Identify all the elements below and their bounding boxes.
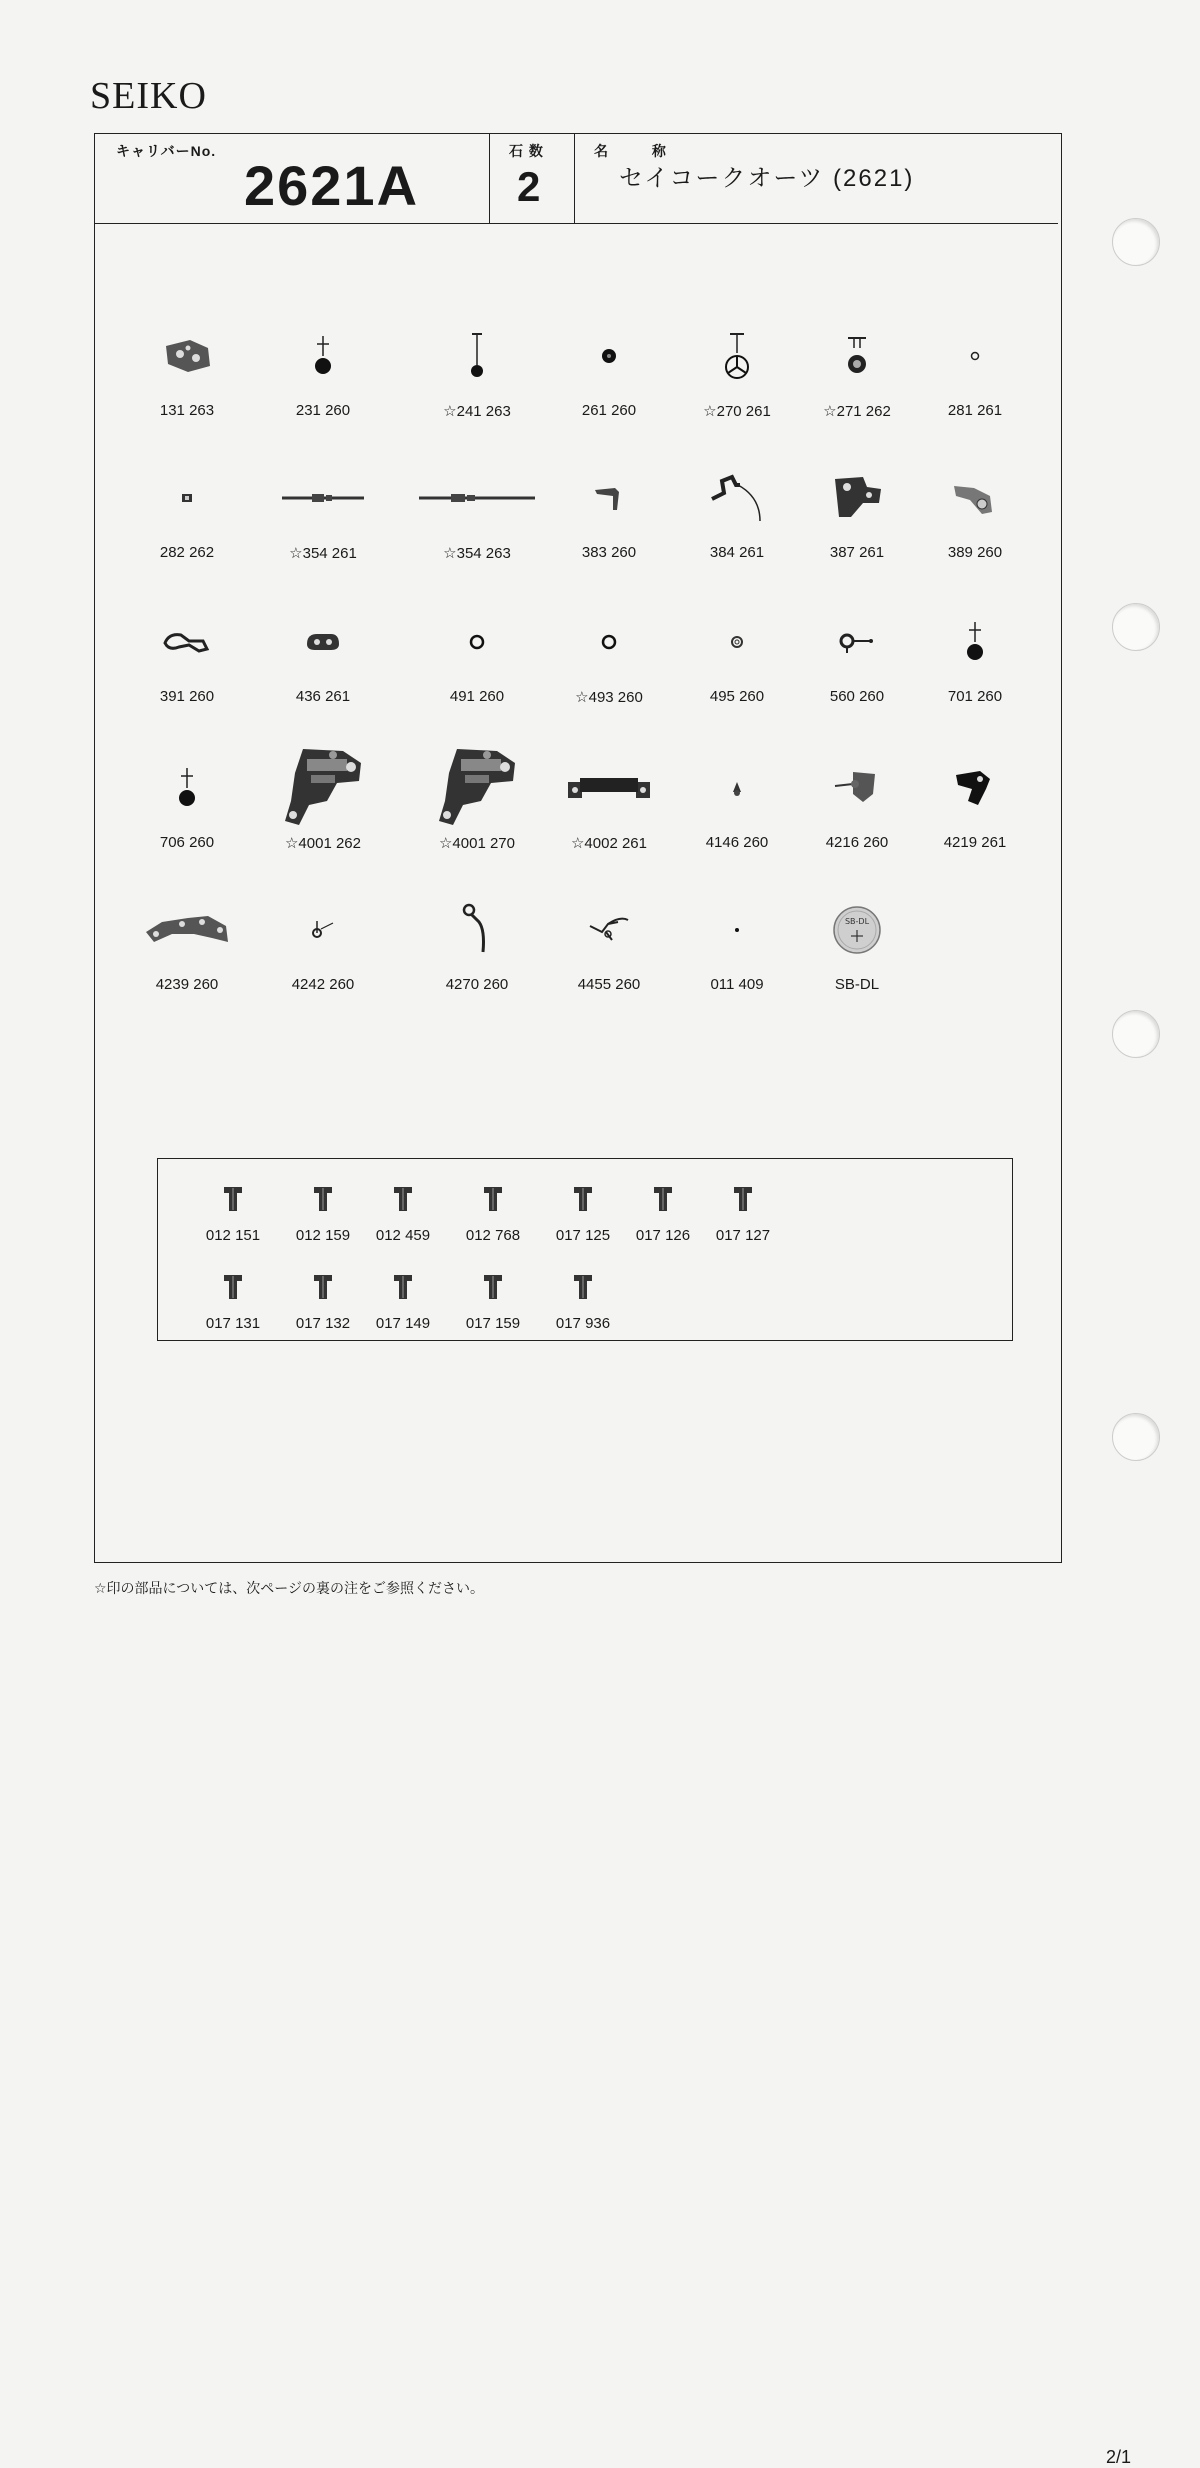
key-lever-icon xyxy=(792,604,922,679)
spring-wire-icon xyxy=(672,460,802,535)
screw-icon xyxy=(188,1179,278,1219)
part-item xyxy=(544,892,674,1002)
part-item xyxy=(910,604,1040,714)
part-item xyxy=(258,750,388,860)
part-item xyxy=(258,318,388,428)
caliber-number: 2621A xyxy=(244,154,420,217)
screw-item xyxy=(358,1179,448,1249)
part-number: 281 261 xyxy=(947,402,1003,419)
wheel-pinion-icon xyxy=(258,318,388,393)
small-bridge-icon xyxy=(258,604,388,679)
part-number: 491 260 xyxy=(449,688,505,705)
part-number: 231 260 xyxy=(295,402,351,419)
part-number: 282 262 xyxy=(159,544,215,561)
screw-number: 017 936 xyxy=(555,1315,611,1332)
part-item xyxy=(792,892,922,1002)
part-number: 4146 260 xyxy=(705,834,769,851)
part-item xyxy=(792,604,922,714)
part-item xyxy=(412,604,542,714)
part-item xyxy=(672,604,802,714)
part-number: ☆4001 262 xyxy=(284,835,361,852)
stones-count: 2 xyxy=(517,163,541,210)
part-number: ☆4001 270 xyxy=(438,835,515,852)
part-number: 384 261 xyxy=(709,544,765,561)
circuit-block-icon xyxy=(258,750,388,825)
part-number: ☆354 263 xyxy=(443,545,511,562)
screw-number: 017 125 xyxy=(555,1227,611,1244)
part-item xyxy=(544,604,674,714)
part-number: 4270 260 xyxy=(445,976,509,993)
part-number: 261 260 xyxy=(581,402,637,419)
brand-logo: SEIKO xyxy=(90,75,207,117)
plate-icon xyxy=(122,318,252,393)
screw-icon xyxy=(698,1179,788,1219)
washer-icon xyxy=(672,604,802,679)
part-number: 4216 260 xyxy=(825,834,889,851)
part-number: ☆493 260 xyxy=(575,689,643,706)
stones-cell xyxy=(489,133,575,223)
screw-number: 017 132 xyxy=(295,1315,351,1332)
part-number: 4455 260 xyxy=(577,976,641,993)
battery-icon xyxy=(792,892,922,967)
tiny-gear-icon xyxy=(122,460,252,535)
screw-icon xyxy=(358,1267,448,1307)
part-item xyxy=(792,750,922,860)
screw-item xyxy=(538,1179,628,1249)
part-number: 560 260 xyxy=(829,688,885,705)
part-item xyxy=(412,750,542,860)
part-item xyxy=(412,318,542,428)
screw-icon xyxy=(278,1267,368,1307)
header-table xyxy=(94,133,1058,224)
part-item xyxy=(672,460,802,570)
part-number: 4219 261 xyxy=(943,834,1007,851)
part-item xyxy=(910,750,1040,860)
part-item xyxy=(544,460,674,570)
part-number: 495 260 xyxy=(709,688,765,705)
spoke-wheel-icon xyxy=(672,318,802,393)
screw-icon xyxy=(188,1267,278,1307)
screw-item xyxy=(188,1267,278,1337)
bracket-icon xyxy=(910,750,1040,825)
part-number: SB-DL xyxy=(834,976,880,993)
part-number: 387 261 xyxy=(829,544,885,561)
wheel-tall-icon xyxy=(412,318,542,393)
part-item xyxy=(544,318,674,428)
screw-item xyxy=(278,1179,368,1249)
screw-number: 012 159 xyxy=(295,1227,351,1244)
small-ring-icon xyxy=(910,318,1040,393)
screw-icon xyxy=(618,1179,708,1219)
screw-item xyxy=(448,1267,538,1337)
part-number: 389 260 xyxy=(947,544,1003,561)
screw-item xyxy=(278,1267,368,1337)
screw-item xyxy=(358,1267,448,1337)
screw-number: 017 127 xyxy=(715,1227,771,1244)
screw-number: 012 459 xyxy=(375,1227,431,1244)
wheel-pinion-icon xyxy=(910,604,1040,679)
screw-number: 017 149 xyxy=(375,1315,431,1332)
screw-icon xyxy=(538,1179,628,1219)
part-number: 383 260 xyxy=(581,544,637,561)
product-name: セイコークオーツ (2621) xyxy=(619,165,915,192)
screw-icon xyxy=(538,1267,628,1307)
footnote: ☆印の部品については、次ページの裏の注をご参照ください。 xyxy=(94,1581,484,1597)
part-item xyxy=(258,460,388,570)
name-cell xyxy=(574,133,1058,223)
screw-icon xyxy=(448,1267,538,1307)
long-bridge-icon xyxy=(122,892,252,967)
binder-hole xyxy=(1112,1010,1160,1058)
part-number: 391 260 xyxy=(159,688,215,705)
screw-number: 017 159 xyxy=(465,1315,521,1332)
ring-icon xyxy=(544,604,674,679)
caliber-cell xyxy=(94,133,490,223)
dot-icon xyxy=(672,892,802,967)
spring-clip-icon xyxy=(122,604,252,679)
part-number: ☆241 263 xyxy=(443,403,511,420)
part-item xyxy=(258,892,388,1002)
terminal-icon xyxy=(792,750,922,825)
part-item xyxy=(544,750,674,860)
part-item xyxy=(910,318,1040,428)
battery-label: SB-DL xyxy=(844,916,870,926)
wheel-cap-icon xyxy=(792,318,922,393)
part-number: 131 263 xyxy=(159,402,215,419)
part-number: 4242 260 xyxy=(291,976,355,993)
part-number: ☆354 261 xyxy=(289,545,357,562)
clamp-icon xyxy=(910,460,1040,535)
screw-item xyxy=(188,1179,278,1249)
screw-number: 012 151 xyxy=(205,1227,261,1244)
part-number: ☆4002 261 xyxy=(570,835,647,852)
part-number: 706 260 xyxy=(159,834,215,851)
long-stem-icon xyxy=(412,460,542,535)
part-item xyxy=(672,892,802,1002)
part-number: 436 261 xyxy=(295,688,351,705)
part-item xyxy=(122,750,252,860)
binder-hole xyxy=(1112,1413,1160,1461)
part-item xyxy=(910,460,1040,570)
wheel-pinion-icon xyxy=(122,750,252,825)
screw-number: 017 126 xyxy=(635,1227,691,1244)
pin-icon xyxy=(672,750,802,825)
screw-number: 017 131 xyxy=(205,1315,261,1332)
binder-hole xyxy=(1112,603,1160,651)
part-number: ☆270 261 xyxy=(703,403,771,420)
page-number: 2/1 xyxy=(1106,2447,1132,2467)
wheel-icon xyxy=(544,318,674,393)
hook-spring-icon xyxy=(412,892,542,967)
part-item xyxy=(122,892,252,1002)
coil-icon xyxy=(544,750,674,825)
screw-icon xyxy=(448,1179,538,1219)
caliber-label: キャリバーNo. xyxy=(116,143,217,159)
part-item xyxy=(672,750,802,860)
part-item xyxy=(412,892,542,1002)
part-item xyxy=(412,460,542,570)
bridge-plate-icon xyxy=(792,460,922,535)
screw-number: 012 768 xyxy=(465,1227,521,1244)
screw-item xyxy=(618,1179,708,1249)
part-item xyxy=(122,318,252,428)
part-item xyxy=(258,604,388,714)
screw-item xyxy=(538,1267,628,1337)
part-item xyxy=(792,318,922,428)
circuit-block-icon xyxy=(412,750,542,825)
wire-spring-icon xyxy=(544,892,674,967)
part-item xyxy=(792,460,922,570)
screw-item xyxy=(698,1179,788,1249)
part-number: 4239 260 xyxy=(155,976,219,993)
stones-label: 石 数 xyxy=(509,143,544,159)
part-item xyxy=(672,318,802,428)
lever-icon xyxy=(544,460,674,535)
ring-icon xyxy=(412,604,542,679)
part-number: ☆271 262 xyxy=(823,403,891,420)
screw-icon xyxy=(358,1179,448,1219)
name-label: 名 称 xyxy=(594,143,686,159)
part-item xyxy=(122,460,252,570)
screw-icon xyxy=(278,1179,368,1219)
part-number: 011 409 xyxy=(710,976,764,993)
small-spring-icon xyxy=(258,892,388,967)
part-item xyxy=(122,604,252,714)
winding-stem-icon xyxy=(258,460,388,535)
screw-item xyxy=(448,1179,538,1249)
binder-hole xyxy=(1112,218,1160,266)
part-number: 701 260 xyxy=(947,688,1003,705)
